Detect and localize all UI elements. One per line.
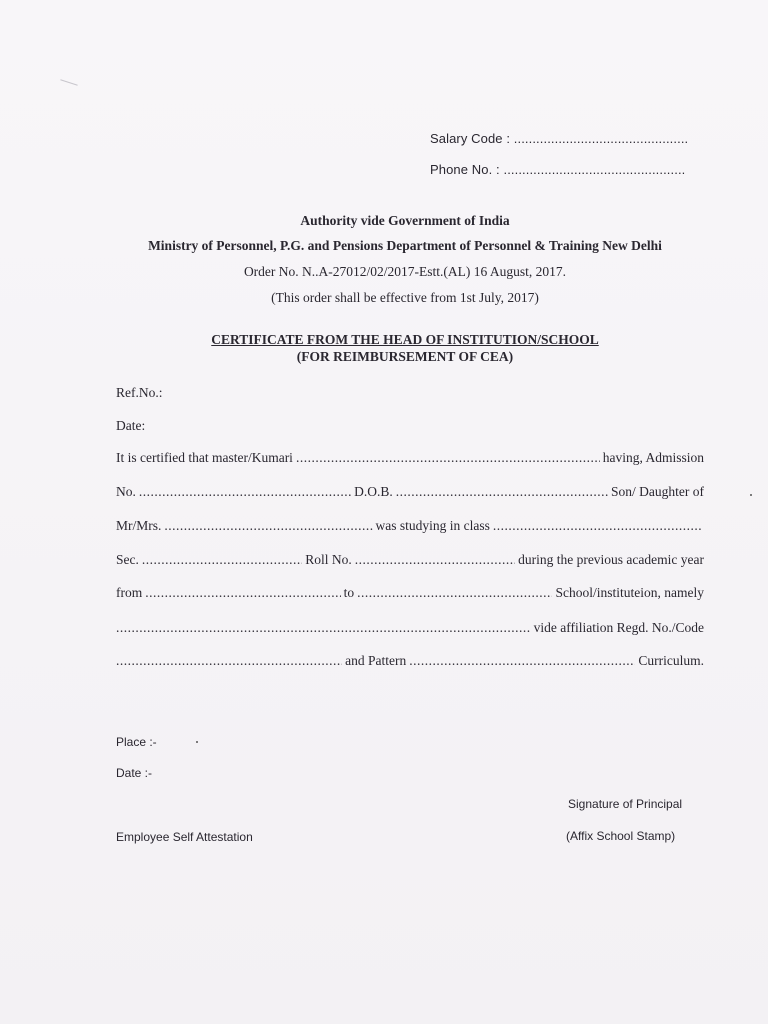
body-text: Son/ Daughter of (611, 484, 704, 499)
body-text: School/instituteion, namely (555, 585, 704, 600)
body-text: was studying in class (375, 518, 490, 533)
fill-blank (142, 552, 302, 568)
body-line-6 (116, 620, 704, 636)
place-label: Place :- (116, 735, 157, 749)
body-line-1 (116, 450, 704, 466)
date-label: Date: (116, 418, 146, 433)
body-text: Roll No. (305, 552, 352, 567)
body-text: Mr/Mrs. (116, 518, 162, 533)
phone-field: Phone No. : ................................................. (430, 162, 686, 177)
body-line-5 (116, 585, 704, 601)
effective-date-note: (This order shall be effective from 1st July, 2017) (271, 290, 539, 305)
fill-blank (116, 653, 342, 669)
authority-line-2: Ministry of Personnel, P.G. and Pensions Department of Personnel & Training New Delhi (148, 238, 662, 253)
fill-blank (116, 620, 531, 636)
certificate-title (0, 332, 768, 348)
certificate-subtitle: (FOR REIMBURSEMENT OF CEA) (296, 349, 514, 364)
authority-line-1: Authority vide Government of India (300, 213, 510, 228)
phone-label: Phone No. : (430, 162, 500, 177)
fill-blank (145, 585, 340, 601)
footer-date-label: Date :- (116, 766, 153, 780)
body-text: No. (116, 484, 136, 499)
principal-signature-label: Signature of Principal (568, 797, 683, 811)
fill-blank (357, 585, 552, 601)
body-text: It is certified that master/Kumari (116, 450, 293, 465)
body-text: Sec. (116, 552, 139, 567)
scan-speck (750, 494, 752, 496)
certificate-title-text: CERTIFICATE FROM THE HEAD OF INSTITUTION/SCHOOL (211, 332, 599, 347)
salary-code-field: Salary Code : ............................................... (430, 131, 689, 146)
body-text: vide affiliation Regd. No./Code (533, 620, 704, 635)
body-line-7 (116, 653, 704, 669)
body-text: and Pattern (345, 653, 407, 668)
body-line-2 (116, 484, 704, 500)
body-text: having, Admission (602, 450, 704, 465)
scan-mark (60, 79, 77, 86)
body-line-3 (116, 518, 704, 534)
fill-blank (139, 484, 351, 500)
fill-blank (409, 653, 635, 669)
body-text: from (116, 585, 143, 600)
employee-attestation-label: Employee Self Attestation (116, 830, 253, 844)
body-line-4 (116, 552, 704, 568)
scan-speck (196, 741, 198, 743)
school-stamp-label: (Affix School Stamp) (566, 829, 676, 843)
body-text: to (343, 585, 355, 600)
body-text: during the previous academic year (518, 552, 704, 567)
fill-blank (493, 518, 701, 534)
fill-blank (296, 450, 600, 466)
ref-no-label: Ref.No.: (116, 385, 163, 400)
order-number: Order No. N..A-27012/02/2017-Estt.(AL) 16 August, 2017. (243, 264, 567, 279)
salary-code-label: Salary Code : (430, 131, 511, 146)
fill-blank (396, 484, 608, 500)
body-text: D.O.B. (354, 484, 393, 499)
fill-blank (164, 518, 372, 534)
body-text: Curriculum. (638, 653, 704, 668)
fill-blank (355, 552, 515, 568)
